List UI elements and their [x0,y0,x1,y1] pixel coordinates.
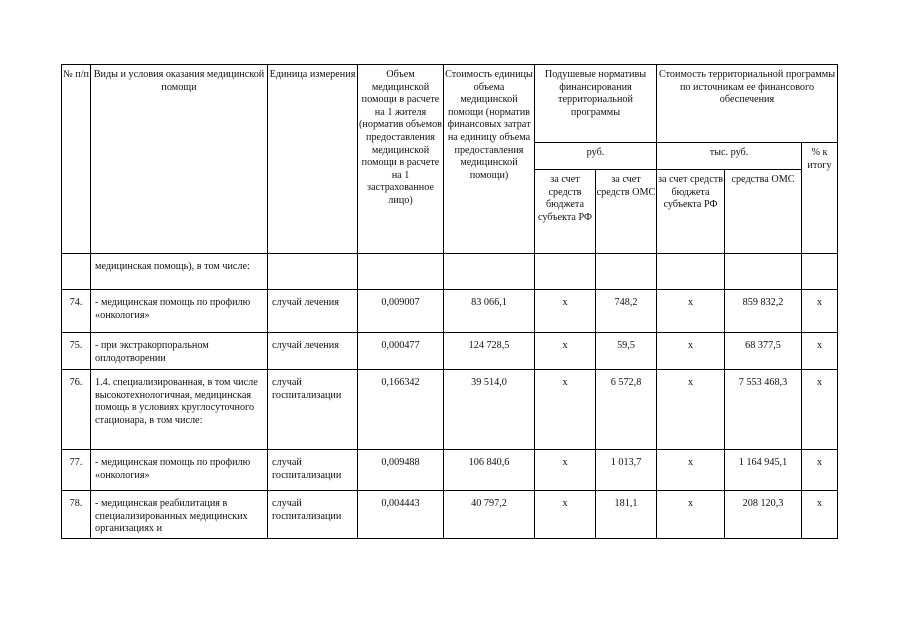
row-name: - медицинская помощь по профилю «онкология» [91,450,268,491]
header-budget-thous: за счет средств бюджета субъекта РФ [657,170,725,254]
budget-table [61,64,838,539]
header-per-capita: Подушевые нормативы финансирования территориальной программы [535,65,657,143]
header-row-1 [62,65,838,143]
row-num: 75. [62,333,91,370]
row-num: 74. [62,290,91,333]
row-budget-rub: х [535,290,596,333]
row-num: 76. [62,370,91,450]
row-num: 78. [62,491,91,539]
row-unit: случай лечения [268,333,358,370]
row-oms-rub: 748,2 [596,290,657,333]
row-budget-thous: х [657,450,725,491]
header-thous-rub: тыс. руб. [657,143,802,170]
row-oms-thous: 859 832,2 [725,290,802,333]
row-unit: случай госпитализации [268,491,358,539]
row-budget-rub: х [535,450,596,491]
header-percent: % к итогу [802,143,838,254]
row-oms-thous: 68 377,5 [725,333,802,370]
row-volume: 0,166342 [358,370,444,450]
row-budget-rub: х [535,370,596,450]
row-oms-rub: 1 013,7 [596,450,657,491]
row-budget-thous: х [657,370,725,450]
row-oms-thous: 208 120,3 [725,491,802,539]
row-budget-thous: х [657,333,725,370]
row-oms-rub: 181,1 [596,491,657,539]
row-budget-rub: х [535,333,596,370]
header-types: Виды и условия оказания медицинской помощи [91,65,268,254]
header-cost: Стоимость единицы объема медицинской помощи (норматив финансовых затрат на единицу объема предоставления медицинской помощи) [444,65,535,254]
header-oms-rub: за счет средств ОМС [596,170,657,254]
row-num: 77. [62,450,91,491]
continuation-text: медицинская помощь), в том числе: [91,254,268,290]
row-unit: случай госпитализации [268,370,358,450]
header-oms-thous: средства ОМС [725,170,802,254]
row-percent: х [802,370,838,450]
row-name: - при экстракорпоральном оплодотворении [91,333,268,370]
row-percent: х [802,333,838,370]
header-volume: Объем медицинской помощи в расчете на 1 жителя (норматив объемов предоставления медицинской помощи в расчете на 1 застрахованное лицо) [358,65,444,254]
row-cost: 39 514,0 [444,370,535,450]
header-territorial: Стоимость территориальной программы по источникам ее финансового обеспечения [657,65,838,143]
row-oms-rub: 59,5 [596,333,657,370]
row-unit: случай госпитализации [268,450,358,491]
row-cost: 106 840,6 [444,450,535,491]
continuation-row [62,254,838,290]
header-num: № п/п [62,65,91,254]
header-unit: Единица измерения [268,65,358,254]
table-row [62,333,838,370]
row-volume: 0,009488 [358,450,444,491]
row-name: - медицинская реабилитация в специализированных медицинских организациях и [91,491,268,539]
row-percent: х [802,450,838,491]
row-cost: 83 066,1 [444,290,535,333]
row-name: 1.4. специализированная, в том числе высокотехнологичная, медицинская помощь в условиях круглосуточного стационара, в том числе: [91,370,268,450]
row-volume: 0,004443 [358,491,444,539]
row-cost: 40 797,2 [444,491,535,539]
row-percent: х [802,491,838,539]
table-row [62,450,838,491]
row-cost: 124 728,5 [444,333,535,370]
row-name: - медицинская помощь по профилю «онкология» [91,290,268,333]
row-oms-rub: 6 572,8 [596,370,657,450]
row-budget-thous: х [657,290,725,333]
row-budget-thous: х [657,491,725,539]
header-rub: руб. [535,143,657,170]
row-unit: случай лечения [268,290,358,333]
row-budget-rub: х [535,491,596,539]
row-oms-thous: 1 164 945,1 [725,450,802,491]
table-row [62,491,838,539]
table-row [62,370,838,450]
header-budget-rub: за счет средств бюджета субъекта РФ [535,170,596,254]
row-percent: х [802,290,838,333]
row-volume: 0,009007 [358,290,444,333]
row-volume: 0,000477 [358,333,444,370]
table-row [62,290,838,333]
row-oms-thous: 7 553 468,3 [725,370,802,450]
